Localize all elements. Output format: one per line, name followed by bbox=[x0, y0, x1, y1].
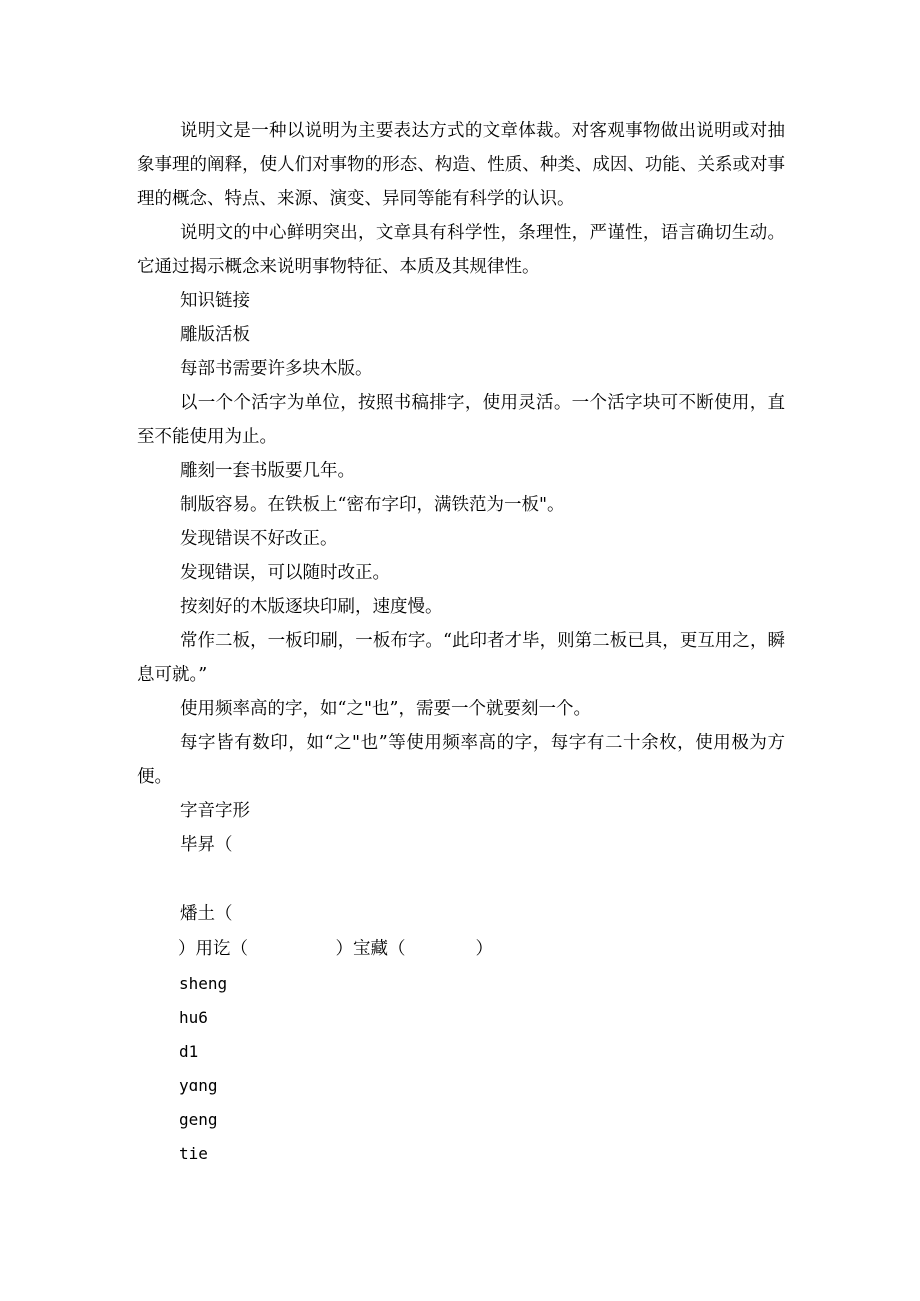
paragraph-compare-8: 常作二板，一板印刷，一板布字。“此印者才毕，则第二板已具，更互用之，瞬息可就。” bbox=[137, 631, 785, 685]
exercise-fantu: 燔土（ bbox=[180, 904, 233, 924]
heading-pronunciation: 字音字形 bbox=[180, 801, 250, 821]
exercise-bisheng: 毕昇（ bbox=[180, 835, 233, 855]
paragraph-compare-9: 使用频率高的字，如“之"也”，需要一个就要刻一个。 bbox=[180, 699, 591, 719]
paragraph-compare-6: 发现错误，可以随时改正。 bbox=[180, 563, 390, 583]
heading-knowledge-link: 知识链接 bbox=[180, 291, 250, 311]
pinyin-item: sheng bbox=[179, 974, 228, 993]
paragraph-compare-7: 按刻好的木版逐块印刷，速度慢。 bbox=[180, 597, 443, 617]
paragraph-features: 说明文的中心鲜明突出，文章具有科学性，条理性，严谨性，语言确切生动。它通过揭示概念来说明事物特征、本质及其规律性。 bbox=[137, 223, 785, 277]
heading-printing-compare: 雕版活板 bbox=[180, 325, 250, 345]
paragraph-definition: 说明文是一种以说明为主要表达方式的文章体裁。对客观事物做出说明或对抽象事理的阐释，使人们对事物的形态、构造、性质、种类、成因、功能、关系或对事理的概念、特点、来源、演变、异同等能有科学的认识。 bbox=[137, 121, 785, 209]
paragraph-compare-2: 以一个个活字为单位，按照书稿排字，使用灵活。一个活字块可不断使用，直至不能使用为止。 bbox=[137, 393, 785, 447]
pinyin-item: d1 bbox=[179, 1042, 199, 1061]
document-body bbox=[137, 114, 785, 862]
paragraph-compare-5: 发现错误不好改正。 bbox=[180, 529, 338, 549]
pinyin-item: geng bbox=[179, 1110, 218, 1129]
paragraph-compare-10: 每字皆有数印，如“之"也”等使用频率高的字，每字有二十余枚，使用极为方便。 bbox=[137, 733, 785, 787]
exercise-yongqi-baozang: ）用讫（ ）宝藏（ ） bbox=[178, 939, 493, 959]
pinyin-item: yɑng bbox=[179, 1076, 218, 1095]
pinyin-item: tie bbox=[179, 1144, 208, 1163]
pinyin-item: hu6 bbox=[179, 1008, 208, 1027]
paragraph-compare-3: 雕刻一套书版要几年。 bbox=[180, 461, 355, 481]
paragraph-compare-1: 每部书需要许多块木版。 bbox=[180, 359, 373, 379]
paragraph-compare-4: 制版容易。在铁板上“密布字印，满铁范为一板"。 bbox=[180, 495, 565, 515]
